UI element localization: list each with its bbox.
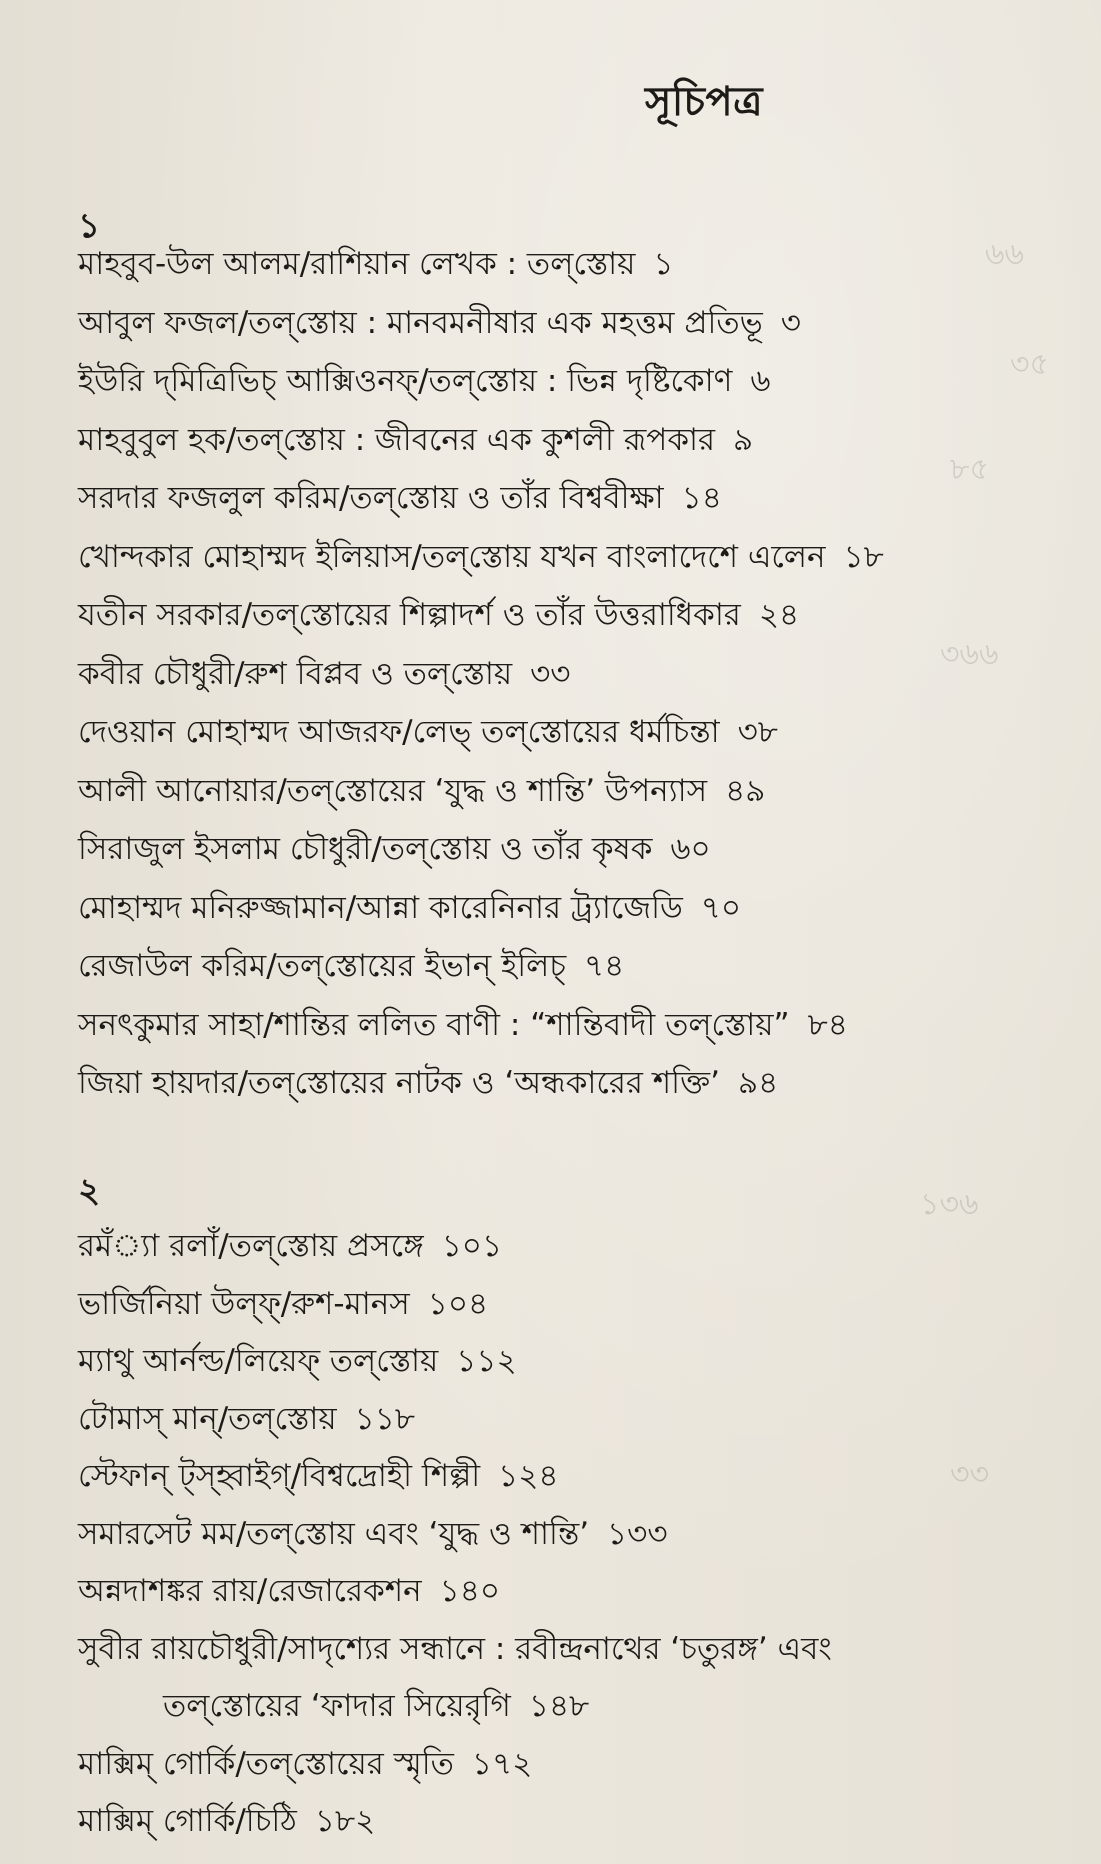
section-number: ১ — [78, 206, 101, 246]
entry-title: রেজাউল করিম/তল্‌স্তোয়ের ইভান্‌ ইলিচ্‌ — [78, 948, 566, 984]
entry-title: মাক্সিম্‌ গোর্কি/চিঠি — [78, 1803, 297, 1839]
page-number: ১০৪ — [427, 1285, 489, 1322]
toc-entry[interactable] — [78, 820, 884, 879]
page-number: ১২৪ — [498, 1458, 559, 1494]
page-number: ১১২ — [456, 1343, 517, 1379]
bleed-through-mark: ৩৩ — [950, 1457, 990, 1492]
entry-title: মাহবুব-উল আলম/রাশিয়ান লেখক : তল্‌স্তোয় — [78, 246, 636, 282]
bleed-through-mark: ৬৬ — [985, 237, 1025, 272]
entry-title: সমারসেট মম/তল্‌স্তোয় এবং ‘যুদ্ধ ও শান্তি’ — [78, 1515, 590, 1552]
entry-title: তল্‌স্তোয়ের ‘ফাদার সিয়েরৃগি — [163, 1688, 511, 1724]
entry-title: সুবীর রায়চৌধুরী/সাদৃশ্যের সন্ধানে : রবীন্দ্রনাথের ‘চতুরঙ্গ’ এবং — [78, 1630, 832, 1667]
section-number: ২ — [78, 1171, 101, 1211]
page-number: ৩৮ — [737, 714, 778, 750]
toc-entry[interactable] — [78, 1793, 850, 1851]
entry-title: জিয়া হায়দার/তল্‌স্তোয়ের নাটক ও ‘অন্ধকারের শক্তি’ — [78, 1065, 720, 1101]
page-number: ৯৪ — [737, 1065, 779, 1101]
entry-title: সিরাজুল ইসলাম চৌধুরী/তল্‌স্তোয় ও তাঁর কৃষক — [78, 831, 653, 867]
page-number: ১৪৮ — [528, 1688, 590, 1724]
toc-entry[interactable] — [78, 1276, 850, 1334]
toc-entry[interactable] — [78, 528, 884, 587]
bleed-through-mark: ১৩৬ — [920, 1187, 979, 1222]
entry-title: মাহবুবুল হক/তল্‌স্তোয় : জীবনের এক কুশলী রূপকার — [78, 421, 716, 458]
entry-title: টোমাস্‌ মান্‌/তল্‌স্তোয় — [78, 1400, 337, 1437]
bleed-through-mark: ৩৬৬ — [940, 637, 999, 672]
page-number: ১ — [653, 246, 674, 282]
toc-entry[interactable] — [78, 469, 884, 528]
toc-entry[interactable] — [78, 1448, 850, 1506]
page-number: ৯ — [733, 421, 754, 458]
page-number: ১১৮ — [354, 1400, 415, 1437]
toc-entry[interactable] — [78, 937, 884, 996]
toc-entry[interactable] — [78, 1506, 850, 1564]
toc-entry[interactable] — [78, 762, 884, 821]
page-number: ৬০ — [670, 831, 711, 867]
entry-title: খোন্দকার মোহাম্মদ ইলিয়াস/তল্‌স্তোয় যখন বাংলাদেশে এলেন — [78, 538, 826, 575]
page-number: ৮৪ — [807, 1006, 848, 1043]
entry-title: রমঁ্যা রলাঁ/তল্‌স্তোয় প্রসঙ্গে — [78, 1228, 424, 1264]
entry-title: ইউরি দ্‌মিত্রিভিচ্‌ আক্সিওনফ্‌/তল্‌স্তোয় : ভিন্ন দৃষ্টিকোণ — [78, 363, 733, 399]
toc-entry[interactable] — [78, 1621, 850, 1679]
page-number: ১০১ — [441, 1228, 503, 1264]
toc-entry[interactable] — [78, 352, 884, 411]
entry-title: আলী আনোয়ার/তল্‌স্তোয়ের ‘যুদ্ধ ও শান্তি’ উপন্যাস — [78, 772, 708, 809]
toc-entry[interactable] — [78, 703, 884, 762]
page-number: ১৭২ — [471, 1745, 533, 1782]
entry-title: দেওয়ান মোহাম্মদ আজরফ/লেভ্‌ তল্‌স্তোয়ের ধর্মচিন্তা — [78, 714, 720, 750]
entry-title: যতীন সরকার/তল্‌স্তোয়ের শিল্পাদর্শ ও তাঁর উত্তরাধিকার — [78, 597, 741, 633]
toc-entry[interactable] — [78, 1391, 850, 1449]
page-number: ১৮ — [843, 538, 884, 575]
toc-entry[interactable] — [78, 645, 884, 704]
entry-title: সনৎকুমার সাহা/শান্তির ললিত বাণী : “শান্তিবাদী তল্‌স্তোয়” — [78, 1006, 790, 1043]
entry-title: মাক্সিম্‌ গোর্কি/তল্‌স্তোয়ের স্মৃতি — [78, 1745, 454, 1782]
entry-title: মোহাম্মদ মনিরুজ্জামান/আন্না কারেনিনার ট্র্যাজেডি — [78, 889, 683, 926]
entry-title: ভার্জিনিয়া উল্‌ফ্‌/রুশ-মানস — [78, 1285, 410, 1322]
entry-title: কবীর চৌধুরী/রুশ বিপ্লব ও তল্‌স্তোয় — [78, 655, 513, 692]
toc-entry[interactable] — [78, 235, 884, 294]
toc-entry[interactable] — [78, 1563, 850, 1621]
page-number: ২৪ — [758, 597, 800, 633]
toc-entry[interactable] — [78, 294, 884, 353]
entry-title: আবুল ফজল/তল্‌স্তোয় : মানবমনীষার এক মহত্তম প্রতিভূ — [78, 304, 763, 341]
toc-entry-continuation[interactable] — [78, 1678, 850, 1736]
toc-entry[interactable] — [78, 586, 884, 645]
entry-title: সরদার ফজলুল করিম/তল্‌স্তোয় ও তাঁর বিশ্ববীক্ষা — [78, 480, 664, 516]
page-number: ১৮২ — [314, 1803, 376, 1839]
page-number: ৪৯ — [725, 772, 766, 809]
bleed-through-mark: ৮৫ — [950, 452, 989, 487]
contents-list — [78, 235, 884, 1113]
contents-list — [78, 1218, 850, 1851]
entry-title: স্টেফান্‌ ট্‌স্‌হ্বাইগ্‌/বিশ্বদ্রোহী শিল্পী — [78, 1458, 481, 1494]
page-number: ১৩৩ — [607, 1515, 668, 1552]
page-number: ১৪ — [681, 480, 722, 516]
page-number: ৩৩ — [530, 655, 571, 692]
page-number: ৬ — [750, 363, 771, 399]
toc-entry[interactable] — [78, 996, 884, 1055]
page-number: ১৪০ — [439, 1573, 500, 1609]
toc-entry[interactable] — [78, 1736, 850, 1794]
toc-entry[interactable] — [78, 879, 884, 938]
entry-title: অন্নদাশঙ্কর রায়/রেজারেকশন — [78, 1573, 422, 1609]
page-number: ৩ — [780, 304, 801, 341]
toc-entry[interactable] — [78, 411, 884, 470]
toc-entry[interactable] — [78, 1054, 884, 1113]
bleed-through-mark: ৩৫ — [1010, 347, 1049, 382]
page-number: ৭০ — [700, 889, 742, 926]
toc-entry[interactable] — [78, 1218, 850, 1276]
toc-entry[interactable] — [78, 1333, 850, 1391]
page-number: ৭৪ — [583, 948, 625, 984]
entry-title: ম্যাথু আর্নল্ড/লিয়েফ্‌ তল্‌স্তোয় — [78, 1343, 439, 1379]
page-title: সূচিপত্র — [645, 79, 763, 125]
